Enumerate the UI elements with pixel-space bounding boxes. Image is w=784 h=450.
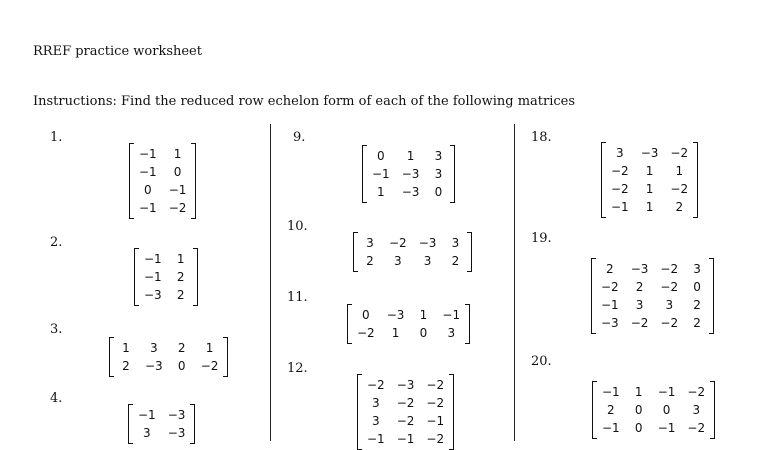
right-bracket bbox=[223, 337, 228, 377]
matrix-cell: 3 bbox=[692, 403, 701, 417]
right-bracket bbox=[709, 258, 714, 334]
problem-number: 4. bbox=[50, 391, 63, 406]
matrix-cell: 0 bbox=[419, 326, 428, 340]
matrix-p3 bbox=[109, 337, 228, 377]
matrix-cell: −2 bbox=[601, 280, 619, 294]
matrix-cell: 3 bbox=[447, 326, 456, 340]
matrix-cell: −2 bbox=[660, 316, 679, 330]
matrix-cell: −1 bbox=[442, 308, 461, 322]
matrix-cell: 2 bbox=[693, 298, 701, 312]
matrix-cell: 3 bbox=[635, 298, 644, 312]
matrix-entries bbox=[139, 248, 193, 306]
problem-number: 2. bbox=[50, 235, 63, 250]
matrix-entries bbox=[362, 374, 449, 450]
matrix-cell: −1 bbox=[601, 298, 619, 312]
matrix-cell: 3 bbox=[366, 236, 374, 250]
matrix-cell: −2 bbox=[396, 414, 415, 428]
matrix-cell: 3 bbox=[451, 236, 460, 250]
matrix-cell: 0 bbox=[173, 165, 182, 179]
right-bracket bbox=[465, 304, 470, 344]
matrix-cell: 0 bbox=[662, 403, 671, 417]
matrix-p12 bbox=[357, 374, 454, 450]
matrix-cell: −1 bbox=[144, 270, 162, 284]
matrix-entries bbox=[134, 143, 191, 219]
matrix-cell: 0 bbox=[177, 359, 186, 373]
matrix-cell: −3 bbox=[418, 236, 437, 250]
matrix-cell: 0 bbox=[693, 280, 701, 294]
right-bracket bbox=[710, 381, 715, 439]
matrix-cell: 3 bbox=[394, 254, 402, 268]
matrix-cell: 0 bbox=[634, 403, 643, 417]
matrix-p1 bbox=[129, 143, 196, 219]
matrix-entries bbox=[606, 142, 693, 218]
matrix-cell: 3 bbox=[423, 254, 432, 268]
matrix-cell: 1 bbox=[173, 147, 182, 161]
problem-number: 20. bbox=[531, 354, 552, 369]
column-divider-1 bbox=[270, 124, 271, 441]
matrix-cell: 1 bbox=[377, 185, 385, 199]
matrix-cell: 1 bbox=[176, 252, 185, 266]
matrix-cell: −2 bbox=[367, 378, 385, 392]
matrix-cell: 1 bbox=[419, 308, 428, 322]
matrix-cell: 3 bbox=[616, 146, 624, 160]
matrix-entries bbox=[596, 258, 709, 334]
matrix-cell: 3 bbox=[150, 341, 158, 355]
matrix-cell: −3 bbox=[167, 408, 186, 422]
right-bracket bbox=[190, 404, 195, 444]
matrix-cell: −2 bbox=[200, 359, 219, 373]
matrix-cell: 2 bbox=[451, 254, 460, 268]
matrix-cell: 2 bbox=[176, 270, 185, 284]
matrix-entries bbox=[358, 232, 467, 272]
right-bracket bbox=[191, 143, 196, 219]
problem-number: 3. bbox=[50, 322, 63, 337]
matrix-p19 bbox=[591, 258, 714, 334]
matrix-cell: −2 bbox=[630, 316, 649, 330]
matrix-cell: 1 bbox=[675, 164, 684, 178]
matrix-cell: 2 bbox=[675, 200, 684, 214]
matrix-cell: −1 bbox=[144, 252, 162, 266]
matrix-cell: −3 bbox=[145, 359, 163, 373]
matrix-cell: −2 bbox=[426, 378, 445, 392]
matrix-cell: −2 bbox=[357, 326, 375, 340]
matrix-entries bbox=[133, 404, 190, 444]
matrix-cell: −3 bbox=[401, 185, 420, 199]
problem-number: 10. bbox=[287, 219, 308, 234]
matrix-entries bbox=[367, 145, 450, 203]
matrix-entries bbox=[114, 337, 223, 377]
matrix-cell: −1 bbox=[138, 408, 156, 422]
matrix-cell: −1 bbox=[168, 183, 187, 197]
matrix-cell: −3 bbox=[640, 146, 659, 160]
matrix-cell: −3 bbox=[401, 167, 420, 181]
matrix-cell: 1 bbox=[391, 326, 400, 340]
matrix-cell: 3 bbox=[434, 149, 443, 163]
matrix-cell: −3 bbox=[386, 308, 405, 322]
matrix-p2 bbox=[134, 248, 198, 306]
worksheet-title: RREF practice worksheet bbox=[33, 44, 202, 59]
problem-number: 18. bbox=[531, 130, 552, 145]
matrix-cell: −2 bbox=[426, 396, 445, 410]
matrix-cell: −2 bbox=[660, 280, 679, 294]
matrix-cell: −1 bbox=[602, 421, 620, 435]
matrix-p9 bbox=[362, 145, 455, 203]
matrix-cell: 0 bbox=[144, 183, 152, 197]
right-bracket bbox=[693, 142, 698, 218]
matrix-entries bbox=[597, 381, 710, 439]
matrix-p18 bbox=[601, 142, 698, 218]
matrix-p11 bbox=[347, 304, 470, 344]
matrix-cell: 2 bbox=[176, 288, 185, 302]
matrix-cell: 3 bbox=[372, 414, 380, 428]
matrix-cell: −1 bbox=[657, 385, 676, 399]
matrix-cell: 2 bbox=[606, 262, 614, 276]
matrix-cell: 2 bbox=[607, 403, 615, 417]
matrix-cell: 1 bbox=[205, 341, 214, 355]
instructions-text: Instructions: Find the reduced row echelon form of each of the following matrices bbox=[33, 94, 576, 109]
matrix-cell: −3 bbox=[601, 316, 619, 330]
right-bracket bbox=[193, 248, 198, 306]
matrix-cell: 0 bbox=[362, 308, 370, 322]
matrix-cell: −2 bbox=[687, 421, 706, 435]
matrix-cell: −2 bbox=[670, 146, 689, 160]
matrix-cell: −1 bbox=[139, 201, 157, 215]
matrix-cell: −3 bbox=[144, 288, 162, 302]
matrix-cell: −2 bbox=[168, 201, 187, 215]
matrix-cell: 2 bbox=[122, 359, 130, 373]
matrix-cell: −2 bbox=[660, 262, 679, 276]
matrix-cell: −1 bbox=[139, 147, 157, 161]
matrix-cell: −3 bbox=[630, 262, 649, 276]
problem-number: 11. bbox=[287, 290, 308, 305]
matrix-cell: 1 bbox=[122, 341, 130, 355]
matrix-cell: −2 bbox=[389, 236, 407, 250]
matrix-cell: −2 bbox=[396, 396, 415, 410]
matrix-cell: −1 bbox=[611, 200, 629, 214]
matrix-cell: −2 bbox=[611, 182, 629, 196]
matrix-cell: −2 bbox=[611, 164, 629, 178]
matrix-cell: 0 bbox=[377, 149, 385, 163]
matrix-cell: 3 bbox=[665, 298, 674, 312]
matrix-cell: 2 bbox=[635, 280, 644, 294]
matrix-p20 bbox=[592, 381, 715, 439]
right-bracket bbox=[467, 232, 472, 272]
matrix-cell: −1 bbox=[372, 167, 390, 181]
matrix-cell: 1 bbox=[406, 149, 415, 163]
matrix-cell: −1 bbox=[367, 432, 385, 446]
matrix-cell: 3 bbox=[434, 167, 443, 181]
matrix-cell: 0 bbox=[634, 421, 643, 435]
matrix-cell: −3 bbox=[396, 378, 415, 392]
problem-number: 1. bbox=[50, 130, 63, 145]
matrix-entries bbox=[352, 304, 465, 344]
matrix-cell: 2 bbox=[366, 254, 374, 268]
matrix-cell: 3 bbox=[372, 396, 380, 410]
matrix-cell: 1 bbox=[645, 164, 654, 178]
matrix-cell: 1 bbox=[645, 200, 654, 214]
matrix-cell: 3 bbox=[693, 262, 701, 276]
matrix-cell: 3 bbox=[143, 426, 151, 440]
matrix-cell: −1 bbox=[426, 414, 445, 428]
right-bracket bbox=[450, 145, 455, 203]
problem-number: 9. bbox=[293, 130, 306, 145]
matrix-cell: −3 bbox=[167, 426, 186, 440]
matrix-cell: −1 bbox=[139, 165, 157, 179]
matrix-cell: −2 bbox=[670, 182, 689, 196]
matrix-cell: 1 bbox=[645, 182, 654, 196]
matrix-cell: −1 bbox=[396, 432, 415, 446]
problem-number: 12. bbox=[287, 361, 308, 376]
matrix-cell: 2 bbox=[693, 316, 701, 330]
column-divider-2 bbox=[514, 124, 515, 441]
matrix-cell: 0 bbox=[434, 185, 443, 199]
right-bracket bbox=[449, 374, 454, 450]
matrix-cell: 1 bbox=[634, 385, 643, 399]
matrix-cell: −1 bbox=[602, 385, 620, 399]
matrix-cell: −1 bbox=[657, 421, 676, 435]
matrix-cell: −2 bbox=[687, 385, 706, 399]
matrix-cell: −2 bbox=[426, 432, 445, 446]
matrix-p10 bbox=[353, 232, 472, 272]
problem-number: 19. bbox=[531, 231, 552, 246]
matrix-cell: 2 bbox=[177, 341, 186, 355]
matrix-p4 bbox=[128, 404, 195, 444]
